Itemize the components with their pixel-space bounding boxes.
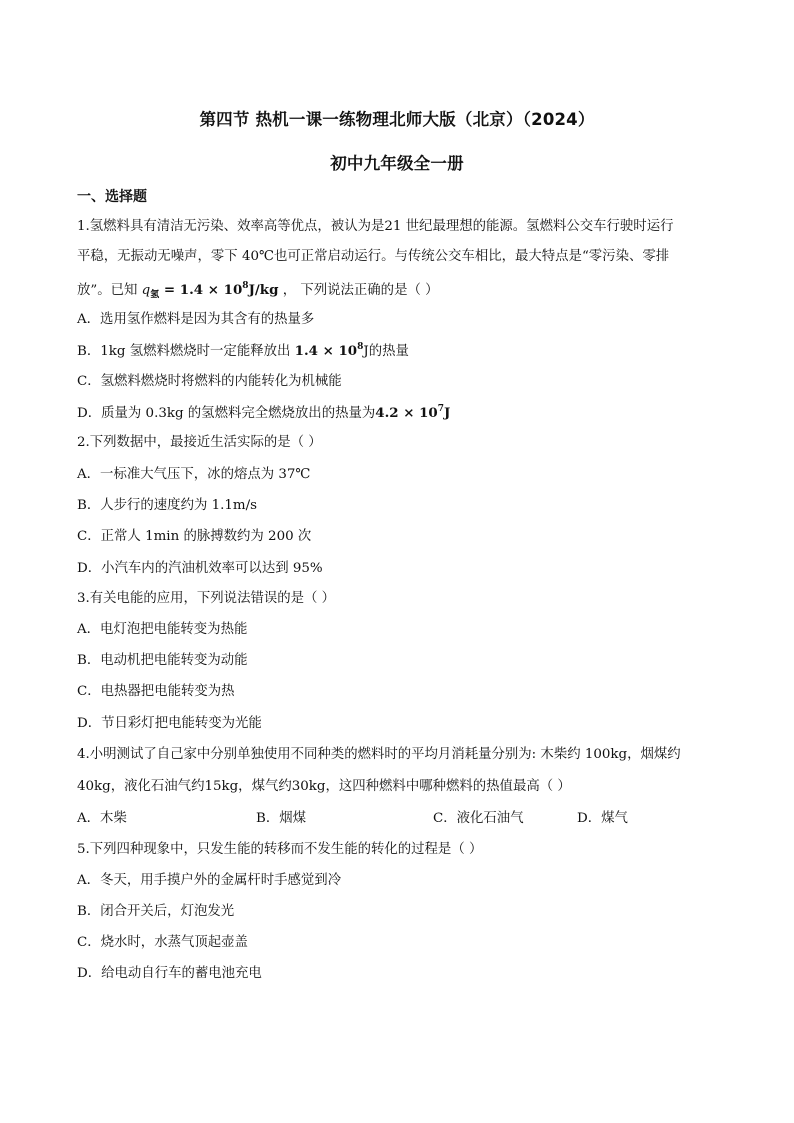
q3-option-a: A．电灯泡把电能转变为热能 <box>77 622 248 637</box>
section-heading: 一、选择题 <box>77 189 147 205</box>
q3-option-d: D．节日彩灯把电能转变为光能 <box>77 716 262 731</box>
q4-option-d: D．煤气 <box>577 811 628 826</box>
q1-stem-line3-pre: 放”。已知 <box>77 283 142 298</box>
q1-option-b-exp: 8 <box>357 342 364 352</box>
q4-option-c: C．液化石油气 <box>433 811 524 826</box>
q1-stem-line3-post: ， 下列说法正确的是（ ） <box>278 283 439 298</box>
q3-option-b: B．电动机把电能转变为动能 <box>77 653 248 668</box>
q1-option-b-post: J的热量 <box>363 344 409 359</box>
q1-option-b <box>77 341 727 362</box>
q5-option-c: C．烧水时，水蒸气顶起壶盖 <box>77 935 248 950</box>
q2-option-b: B．人步行的速度约为 1.1m/s <box>77 498 257 513</box>
q1-option-a: A．选用氢作燃料是因为其含有的热量多 <box>77 312 315 327</box>
q5-option-a: A．冬天，用手摸户外的金属杆时手感觉到冷 <box>77 873 342 888</box>
q1-formula <box>142 282 279 298</box>
q1-formula-unit: J/kg <box>248 282 279 298</box>
q5-stem: 5.下列四种现象中，只发生能的转移而不发生能的转化的过程是（ ） <box>77 842 483 857</box>
q1-option-b-math: 1.4 × 10 <box>294 343 358 359</box>
q2-option-a: A．一标准大气压下，冰的熔点为 37℃ <box>77 467 311 482</box>
q4-option-a: A．木柴 <box>77 811 127 826</box>
q1-option-d-pre: D．质量为 0.3kg 的氢燃料完全燃烧放出的热量为 <box>77 406 376 421</box>
q2-option-c: C．正常人 1min 的脉搏数约为 200 次 <box>77 529 312 544</box>
q1-option-b-pre: B．1kg 氢燃料燃烧时一定能释放出 <box>77 344 295 359</box>
q1-formula-eq: = 1.4 × 10 <box>159 282 243 298</box>
q3-stem: 3.有关电能的应用，下列说法错误的是（ ） <box>77 591 336 606</box>
q5-option-b: B．闭合开关后，灯泡发光 <box>77 904 235 919</box>
page-subtitle: 初中九年级全一册 <box>330 154 464 173</box>
q2-stem: 2.下列数据中，最接近生活实际的是（ ） <box>77 435 322 450</box>
q4-stem-line2: 40kg，液化石油气约15kg，煤气约30kg，这四种燃料中哪种燃料的热值最高（ ） <box>77 779 571 794</box>
q1-stem-line1: 1.氢燃料具有清洁无污染、效率高等优点，被认为是21 世纪最理想的能源。氢燃料公交车行驶时运行 <box>77 219 674 234</box>
q5-option-d: D．给电动自行车的蓄电池充电 <box>77 966 262 981</box>
q1-option-d-exp: 7 <box>437 404 445 414</box>
q3-option-c: C．电热器把电能转变为热 <box>77 684 235 699</box>
q1-formula-exp: 8 <box>242 281 249 291</box>
page-title: 第四节 热机一课一练物理北师大版（北京）（2024） <box>199 110 595 129</box>
q1-formula-sub: 氢 <box>150 290 160 300</box>
q1-formula-q: q <box>141 283 151 298</box>
q1-option-d-math: 4.2 × 10 <box>375 405 438 421</box>
q1-stem-line2: 平稳，无振动无噪声，零下 40℃也可正常启动运行。与传统公交车相比，最大特点是“零污染、零排 <box>77 249 670 264</box>
q1-option-d-post: J <box>444 405 451 421</box>
q2-option-d: D．小汽车内的汽油机效率可以达到 95% <box>77 561 323 576</box>
q1-stem-line3 <box>77 280 727 301</box>
q4-stem-line1: 4.小明测试了自己家中分别单独使用不同种类的燃料时的平均月消耗量分别为: 木柴约 100kg，烟煤约 <box>77 747 681 762</box>
q4-option-b: B．烟煤 <box>256 811 307 826</box>
q1-option-c: C．氢燃料燃烧时将燃料的内能转化为机械能 <box>77 374 342 389</box>
q1-option-d <box>77 403 727 424</box>
